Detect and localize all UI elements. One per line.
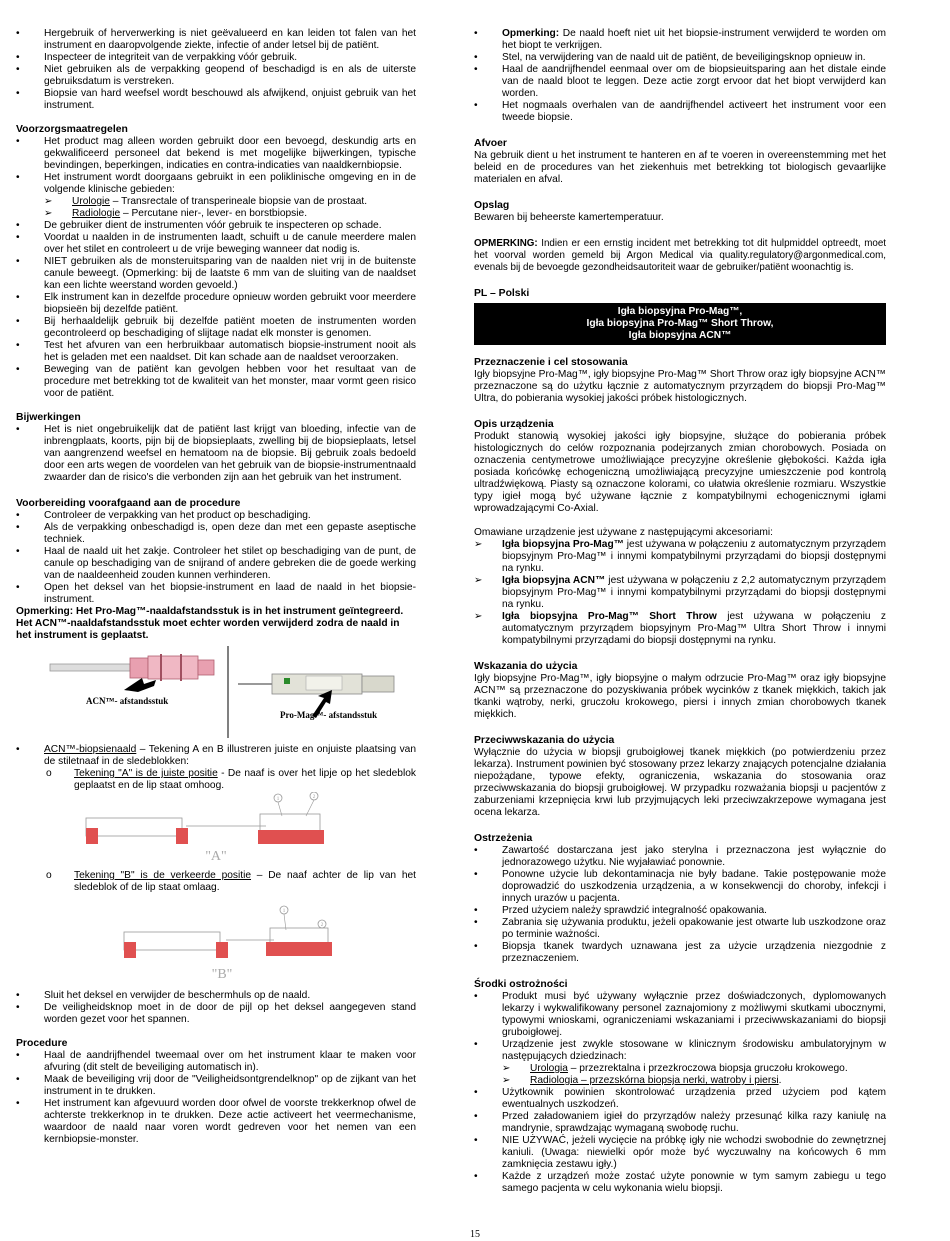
section-heading-przeciwwskazania: Przeciwwskazania do użycia bbox=[474, 735, 615, 746]
opslag-text: Bewaren bij beheerste kamertemperatuur. bbox=[474, 212, 664, 223]
list-item bbox=[502, 1075, 886, 1087]
list-item: • Het instrument kan afgevuurd worden door ofwel de voorste trekkerknop ofwel de achterste trekkerknop in te drukken. Deze actie activeert het veermechanisme, waardoor de naald naar voren wordt gedreven voor het nemen van een kernbiopsie-monster. bbox=[16, 1098, 416, 1146]
intro-list bbox=[16, 28, 416, 112]
incident-note-text: Indien er een ernstig incident met betrekking tot dit hulpmiddel optreedt, moet het voorval worden gemeld bij Argon Medical via quality.regulatory@argonmedical.com, evenals bij de bevoegde gezondheidsautoriteit waar de gebruiker/patiënt woonachtig is. bbox=[474, 238, 886, 273]
procedure-continued-list bbox=[474, 28, 886, 124]
list-item: • Każde z urządzeń może zostać użyte ponownie w tym samym zabiegu u tego samego pacjenta w celu wykonania wielu biopsji. bbox=[474, 1171, 886, 1195]
accessory-text: jest używana w połączeniu z automatycznym przyrządem biopsyjnym Pro-Mag™ Ultra Short Throw i innymi kompatybilnymi przyrządami do biopsji dostępnymi na rynku. bbox=[502, 611, 887, 646]
drawing-b-label: Tekening "B" is de verkeerde positie bbox=[74, 870, 252, 881]
voorbereiding-list bbox=[16, 510, 416, 606]
opis-text: Produkt stanowią wysokiej jakości igły biopsyjne, służące do pobierania próbek histologicznych do celów rozpoznania podejrzanych zmian chorobowych. Posiada on oznaczenia centymetrowe umożliwiające precyzyjne określenie głębokości. Każda igła posiada końcówkę echogeniczną umożliwiającą precyzyjne umieszczenie pod kontrolą ultradźwiękową. Piasty są oznaczone kolorami, co ułatwia określenie rozmiaru. Wszystkie typy igieł mogą być używane łącznie z kompatybilnymi echogenicznymi igłami wprowadzającymi Co-Axial. bbox=[474, 431, 886, 514]
fig-b-callout-1: 1 bbox=[282, 909, 286, 914]
list-item: • NIET gebruiken als de monsteruitsparing van de naalden niet vrij in de buitenste canule beweegt. (Opmerking: bij de laatste 6 mm van de sluiting van de naaldset kan een lichte weerstand worden gevoeld.) bbox=[16, 256, 416, 292]
drawing-a-label: Tekening "A" is de juiste positie bbox=[74, 768, 218, 779]
list-item: • Als de verpakking onbeschadigd is, open deze dan met een gepaste aseptische techniek. bbox=[16, 522, 416, 546]
list-item bbox=[474, 1039, 886, 1087]
list-item: • Hergebruik of herverwerking is niet geëvalueerd en kan leiden tot falen van het instrument en daaropvolgende ziekte, infectie of ander letsel bij de patiënt. bbox=[16, 28, 416, 52]
list-item: • Biopsie van hard weefsel wordt beschouwd als afwijkend, onjuist gebruik van het instrument. bbox=[16, 88, 416, 112]
przeznaczenie-text: Igły biopsyjne Pro-Mag™, igły biopsyjne Pro-Mag™ Short Throw oraz igły biopsyjne ACN™ przeznaczone są do użytku łącznie z automatycznym przyrządem do biopsji Pro-Mag™ Ultra, do pobierania wysokiej jakości próbek histologicznych. bbox=[474, 369, 886, 404]
radiologie-text: – Percutane nier-, lever- en borstbiopsie. bbox=[120, 208, 308, 219]
drawing-b-list bbox=[16, 870, 416, 894]
list-item: • Controleer de verpakking van het product op beschadiging. bbox=[16, 510, 416, 522]
accessory-text: jest używana w połączeniu z 2,2 automatycznym przyrządem biopsyjnym Pro-Mag™ i innymi kompatybilnymi przyrządami do biopsji dostępnymi na rynku. bbox=[502, 575, 886, 610]
acn-text: – Tekening A en B illustreren juiste en onjuiste plaatsing van de stiletnaaf in de sledeblokken: bbox=[44, 744, 416, 767]
wskazania-text: Igły biopsyjne Pro-Mag™, igły biopsyjne o małym odrzucie Pro-Mag™ oraz igły biopsyjne ACN™ są przeznaczone do pozyskiwania próbek wycinków z tkanek miękkich, takich jak tkanki wątroby, nerki, gruczołu krokowego, piersi i innych zmian chorobowych tkanek miękkich. bbox=[474, 673, 886, 720]
list-item: • Haal de naald uit het zakje. Controleer het stilet op beschadiging van de punt, de canule op beschadiging van de snijrand of andere gebreken die de goede werking van de naaldeenheid zouden kunnen verhinderen. bbox=[16, 546, 416, 582]
drawing-a-list bbox=[16, 768, 416, 792]
list-item: • Inspecteer de integriteit van de verpakking vóór gebruik. bbox=[16, 52, 416, 64]
clinical-areas-list bbox=[44, 196, 416, 220]
section-heading-voorzorg: Voorzorgsmaatregelen bbox=[16, 124, 128, 135]
list-item: • Maak de beveiliging vrij door de "Veiligheidsontgrendelknop" op de zijkant van het instrument in te drukken. bbox=[16, 1074, 416, 1098]
section-heading-ostrzezenia: Ostrzeżenia bbox=[474, 833, 533, 844]
product-title-line: Igła biopsyjna Pro-Mag™, bbox=[617, 306, 743, 317]
list-item bbox=[16, 870, 416, 894]
note-text: De naald hoeft niet uit het biopsie-instrument verwijderd te worden om het biopt te verkrijgen. bbox=[502, 28, 886, 51]
list-item: • Het is niet ongebruikelijk dat de patiënt last krijgt van bloeding, infectie van de inbrengplaats, koorts, pijn bij de biopsieplaats, zwelling bij de biopsieplaats, letsel van aangrenzend weefsel en hematoom na de biopsie. Bij gebruik zoals bedoeld door een arts wegen de voordelen van het gebruik van de biopsie-instrumentnaald zwaarder dan de risico's die verbonden zijn aan het gebruik van het instrument. bbox=[16, 424, 416, 484]
list-item-text: Urządzenie jest zwykle stosowane w klinicznym środowisku ambulatoryjnym w następujących dziedzinach: bbox=[502, 1039, 886, 1062]
urologie-label: Urologie bbox=[72, 196, 110, 207]
product-title-box bbox=[474, 303, 886, 345]
ostrzezenia-list bbox=[474, 845, 886, 965]
list-item: • Stel, na verwijdering van de naald uit de patiënt, de beveiligingsknop opnieuw in. bbox=[474, 52, 886, 64]
acn-link: ACN™-biopsienaald bbox=[44, 744, 137, 755]
close-list bbox=[16, 990, 416, 1026]
section-heading-afvoer: Afvoer bbox=[474, 138, 507, 149]
accessories-list bbox=[474, 539, 886, 647]
acn-list bbox=[16, 744, 416, 792]
urologie-text: – Transrectale of transperineale biopsie van de prostaat. bbox=[109, 196, 368, 207]
list-item bbox=[474, 611, 886, 647]
voorzorg-list bbox=[16, 136, 416, 400]
afvoer-text: Na gebruik dient u het instrument te hanteren en af te voeren in overeenstemming met het beleid en de procedures van het ziekenhuis met betrekking tot biologisch gevaarlijke materialen en afval. bbox=[474, 150, 886, 185]
list-item: • Biopsja tkanek twardych uznawana jest za użycie urządzenia niezgodnie z przeznaczeniem. bbox=[474, 941, 886, 965]
section-heading-opslag: Opslag bbox=[474, 200, 510, 211]
drawing-b-text: – De naaf achter de lip van het sledeblok of de lip staat omlaag. bbox=[74, 870, 416, 893]
list-item: • Elk instrument kan in dezelfde procedure opnieuw worden gebruikt voor meerdere biopsieën bij dezelfde patiënt. bbox=[16, 292, 416, 316]
section-heading-voorbereiding: Voorbereiding voorafgaand aan de procedure bbox=[16, 498, 241, 509]
list-item bbox=[474, 575, 886, 611]
spacer-note: Opmerking: Het Pro-Mag™-naaldafstandsstuk is in het instrument geïntegreerd. Het ACN™-naaldafstandsstuk moet echter worden verwijderd zodra de naald in het instrument is geplaatst. bbox=[16, 606, 404, 641]
list-item bbox=[44, 196, 416, 208]
list-item: • Zawartość dostarczana jest jako sterylna i przeznaczona jest wyłącznie do jednorazowego użytku. Nie wyjaławiać ponownie. bbox=[474, 845, 886, 869]
product-title-line: Igła biopsyjna Pro-Mag™ Short Throw, bbox=[586, 318, 774, 329]
list-item: • Użytkownik powinien skontrolować urządzenia przed użyciem pod kątem ewentualnych uszkodzeń. bbox=[474, 1087, 886, 1111]
section-heading-opis: Opis urządzenia bbox=[474, 419, 554, 430]
fig-a-callout-1: 1 bbox=[276, 797, 280, 802]
list-item: • Het product mag alleen worden gebruikt door een bevoegd, deskundig arts en gekwalificeerd personeel dat bekend is met mogelijke bijwerkingen, typische bevindingen, beperkingen, indicaties en contra-indicaties van naaldkernbiopsie. bbox=[16, 136, 416, 172]
radiologia-text: . bbox=[778, 1075, 782, 1086]
list-item: • Produkt musi być używany wyłącznie przez doświadczonych, dyplomowanych lekarzy i wykwalifikowany personel zaznajomiony z możliwymi skutkami ubocznymi, typowymi wnioskami, ograniczeniami wskazaniami i przeciwwskazaniami do biopsji gruboigłowej. bbox=[474, 991, 886, 1039]
list-item: • Bij herhaaldelijk gebruik bij dezelfde patiënt moeten de instrumenten worden gecontroleerd op beschadiging of slijtage nadat elk monster is genomen. bbox=[16, 316, 416, 340]
section-heading-wskazania: Wskazania do użycia bbox=[474, 661, 578, 672]
list-item: • Haal de aandrijfhendel tweemaal over om het instrument klaar te maken voor afvuring (dit stelt de beveiliging automatisch in). bbox=[16, 1050, 416, 1074]
clinical-areas-list-pl bbox=[502, 1063, 886, 1087]
list-item bbox=[44, 208, 416, 220]
section-heading-procedure: Procedure bbox=[16, 1038, 68, 1049]
list-item: • Test het afvuren van een herbruikbaar automatisch biopsie-instrument nooit als het is geladen met een naaldset. Dit kan schade aan de naaldset veroorzaken. bbox=[16, 340, 416, 364]
list-item-text: Het instrument wordt doorgaans gebruikt in een poliklinische omgeving en in de volgende klinische gebieden: bbox=[44, 172, 416, 195]
drawing-b-figure bbox=[16, 894, 416, 984]
accessory-label: Igła biopsyjna ACN™ bbox=[502, 575, 606, 586]
fig-a-callout-2: 2 bbox=[312, 795, 316, 800]
list-item: • Zabrania się używania produktu, jeżeli opakowanie jest otwarte lub uszkodzone oraz po terminie ważności. bbox=[474, 917, 886, 941]
fig-promag-label: Pro-Mag™- afstandsstuk bbox=[280, 710, 378, 720]
accessory-label: Igła biopsyjna Pro-Mag™ bbox=[502, 539, 624, 550]
list-item: • NIE UŻYWAĆ, jeżeli wycięcie na próbkę igły nie wchodzi swobodnie do zewnętrznej kaniuli. (Uwaga: niewielki opór może być wyczuwalny na końcowych 6 mm zamknięcia zestawu igły.) bbox=[474, 1135, 886, 1171]
procedure-list bbox=[16, 1050, 416, 1146]
accessory-label: Igła biopsyjna Pro-Mag™ Short Throw bbox=[502, 611, 717, 622]
fig-b-label: "B" bbox=[211, 967, 233, 982]
spacer-figures bbox=[16, 646, 416, 742]
radiologia-label: Radiologia – przezskórna biopsja nerki, watroby i piersi bbox=[530, 1075, 779, 1086]
list-item bbox=[16, 172, 416, 220]
list-item: • De gebruiker dient de instrumenten vóór gebruik te inspecteren op schade. bbox=[16, 220, 416, 232]
page-number: 15 bbox=[470, 1229, 480, 1240]
radiologie-label: Radiologie bbox=[72, 208, 121, 219]
list-item bbox=[502, 1063, 886, 1075]
section-heading-przeznaczenie: Przeznaczenie i cel stosowania bbox=[474, 357, 628, 368]
section-heading-srodki: Środki ostrożności bbox=[474, 979, 568, 990]
note-label: Opmerking: bbox=[502, 28, 560, 39]
drawing-b-illustration bbox=[16, 894, 416, 984]
urologia-text: – przezrektalna i przezkroczowa biopsja gruczołu krokowego. bbox=[567, 1063, 848, 1074]
accessories-intro: Omawiane urządzenie jest używane z następującymi akcesoriami: bbox=[474, 527, 773, 538]
fig-a-label: "A" bbox=[205, 849, 227, 864]
list-item: • Przed użyciem należy sprawdzić integralność opakowania. bbox=[474, 905, 886, 917]
drawing-a-figure bbox=[16, 792, 416, 870]
list-item bbox=[474, 28, 886, 52]
section-heading-bijwerkingen: Bijwerkingen bbox=[16, 412, 81, 423]
list-item: • Het nogmaals overhalen van de aandrijfhendel activeert het instrument voor een tweede biopsie. bbox=[474, 100, 886, 124]
language-heading-pl: PL – Polski bbox=[474, 288, 530, 299]
drawing-a-text: - De naaf is over het lipje op het sledeblok geplaatst en de lip staat omhoog. bbox=[74, 768, 416, 791]
list-item: • Haal de aandrijfhendel eenmaal over om de biopsieuitsparing aan het distale einde van de naald bloot te leggen. Deze actie zorgt ervoor dat het biopt verwijderd kan worden. bbox=[474, 64, 886, 100]
urologia-label: Urologia bbox=[530, 1063, 568, 1074]
list-item: • Beweging van de patiënt kan gevolgen hebben voor het resultaat van de procedure met betrekking tot de kwaliteit van het monster, maar vormt geen risico voor de patiënt. bbox=[16, 364, 416, 400]
list-item: • Przed załadowaniem igieł do przyrządów należy przesunąć kilka razy kaniulę na mandrynie, sprawdzając wymaganą swobodę ruchu. bbox=[474, 1111, 886, 1135]
list-item: • Niet gebruiken als de verpakking geopend of beschadigd is en als de uiterste gebruiksdatum is verstreken. bbox=[16, 64, 416, 88]
list-item bbox=[16, 768, 416, 792]
przeciwwskazania-text: Wyłącznie do użycia w biopsji gruboigłowej tkanek miękkich (po potwierdzeniu przez lekarza). Instrument powinien być stosowany przez lekarzy znających potencjalne działania niepożądane, typowe efekty, ograniczenia, wskazania do stosowania oraz przeciwwskazania do biopsji gruboigłowej. W przypadku rozważania biopsji u pacjentów z zaburzeniami krzepnięcia krwi lub przyjmujących leki przeciwzakrzepowe wymagana jest ocena lekarza. bbox=[474, 747, 886, 818]
list-item: • Open het deksel van het biopsie-instrument en laad de naald in het biopsie-instrument. bbox=[16, 582, 416, 606]
list-item bbox=[16, 744, 416, 792]
fig-b-callout-2: 2 bbox=[320, 923, 324, 928]
list-item bbox=[474, 539, 886, 575]
list-item: • Voordat u naalden in de instrumenten laadt, schuift u de canule meerdere malen over het stilet en controleert u de vrije beweging wanneer dat nodig is. bbox=[16, 232, 416, 256]
incident-note-label: OPMERKING: bbox=[474, 238, 538, 249]
drawing-a-illustration bbox=[16, 792, 416, 870]
accessory-text: jest używana w połączeniu z automatycznym przyrządem biopsyjnym Pro-Mag™ i innymi kompatybilnymi przyrządami do biopsji dostępnymi na rynku. bbox=[502, 539, 886, 574]
list-item: • Sluit het deksel en verwijder de beschermhuls op de naald. bbox=[16, 990, 416, 1002]
left-column bbox=[16, 28, 416, 1146]
incident-note bbox=[474, 238, 886, 274]
srodki-list bbox=[474, 991, 886, 1195]
list-item: • De veiligheidsknop moet in de door de pijl op het deksel aangegeven stand worden gezet voor het spannen. bbox=[16, 1002, 416, 1026]
spacer-illustration bbox=[16, 646, 416, 742]
right-column bbox=[474, 28, 886, 1195]
product-title-line: Igła biopsyjna ACN™ bbox=[628, 330, 732, 341]
fig-acn-label: ACN™- afstandsstuk bbox=[86, 696, 169, 706]
list-item: • Ponowne użycie lub dekontaminacja nie były badane. Takie postępowanie może doprowadzić do uszkodzenia urządzenia, a w konsekwencji do choroby, infekcji i innych urazów u pacjenta. bbox=[474, 869, 886, 905]
bijwerkingen-list bbox=[16, 424, 416, 484]
